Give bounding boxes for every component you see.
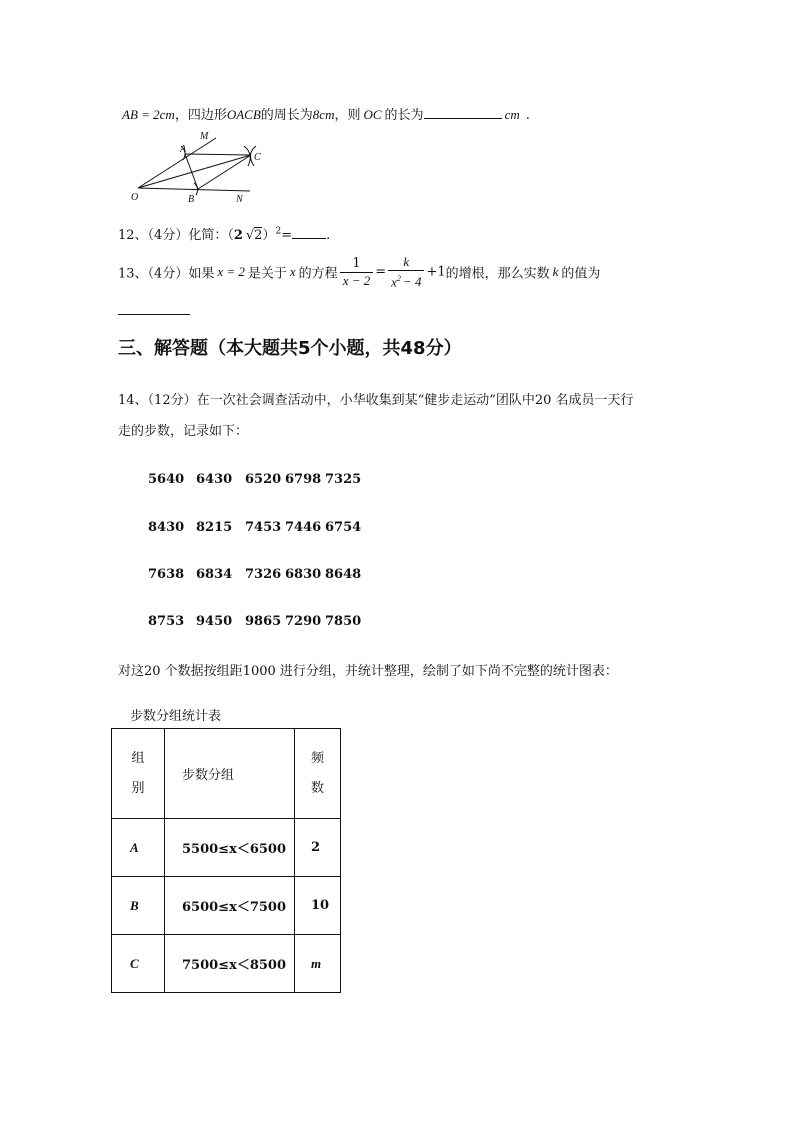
data-value: 7325	[325, 472, 362, 487]
q11-line	[122, 104, 530, 123]
q12-radicand: 2	[254, 228, 263, 243]
q13-text4: 的值为	[561, 266, 601, 282]
q12-end: .	[326, 228, 331, 243]
fraction-2	[388, 254, 424, 290]
q13-prefix: 13、（4分）如果	[118, 266, 215, 282]
q14-line-2: 走的步数，记录如下：	[118, 424, 249, 439]
data-value: 8753	[148, 614, 185, 629]
ab-equation: AB = 2cm	[122, 107, 175, 122]
q11-text3: ，则	[334, 108, 361, 123]
data-row	[148, 516, 361, 535]
q11-text4: 的长为	[384, 108, 424, 123]
segment-bc	[198, 155, 251, 189]
q13-text3: 的增根，那么实数	[445, 266, 550, 282]
label-o: O	[131, 192, 139, 203]
fraction-2-den-base: x	[391, 274, 397, 290]
data-value: 6520	[245, 472, 282, 487]
header-group-top: 组	[131, 750, 145, 766]
data-value: 5640	[148, 472, 185, 487]
q13-text1: 是关于	[247, 266, 287, 282]
header-freq-bottom: 数	[310, 780, 324, 796]
fraction-1-denominator: x − 2	[342, 272, 371, 288]
range-cell: 7500≤x＜8500	[165, 935, 295, 993]
q13-equals: =	[375, 264, 387, 280]
data-value: 6830	[285, 567, 322, 582]
data-value: 7326	[245, 567, 282, 582]
data-value: 7453	[245, 520, 282, 535]
geometry-figure	[128, 128, 288, 208]
data-value: 6834	[196, 567, 233, 582]
q12-equals: =	[281, 228, 293, 243]
table-header-row	[112, 729, 341, 819]
ray-on	[138, 188, 250, 191]
range-cell: 5500≤x＜6500	[165, 819, 295, 877]
data-value: 6754	[325, 520, 362, 535]
q13-text2: 的方程	[298, 266, 338, 282]
question-12	[118, 224, 330, 243]
freq-cell: 10	[295, 877, 341, 935]
range-cell: 6500≤x＜7500	[165, 877, 295, 935]
q11-end: .	[525, 108, 530, 123]
table-row	[112, 877, 341, 935]
q13-condition: x = 2	[217, 264, 245, 280]
label-a: A	[180, 144, 187, 155]
label-m: M	[200, 131, 209, 142]
freq-cell: m	[295, 935, 341, 993]
oc-segment: OC	[363, 107, 382, 122]
table-row	[112, 935, 341, 993]
data-value: 8430	[148, 520, 185, 535]
group-cell: A	[112, 819, 165, 877]
freq-cell: 2	[295, 819, 341, 877]
header-group-cell	[112, 729, 165, 819]
fraction-1	[340, 256, 374, 289]
q12-prefix: 12、（4分）化简：（	[118, 228, 234, 243]
perimeter-value: 8cm	[312, 107, 335, 122]
header-range-cell: 步数分组	[165, 729, 295, 819]
fraction-1-numerator: 1	[340, 256, 374, 273]
data-value: 9450	[196, 614, 233, 629]
quad-name: OACB	[226, 107, 261, 122]
label-c: C	[254, 152, 261, 163]
data-value: 7446	[285, 520, 322, 535]
section-3-title: 三、解答题（本大题共5个小题，共48分）	[118, 338, 462, 359]
table-row	[112, 819, 341, 877]
q12-answer-blank[interactable]	[292, 238, 326, 239]
answer-blank[interactable]	[424, 118, 502, 119]
header-freq-top: 频	[310, 750, 324, 766]
q13-k: k	[552, 264, 559, 280]
data-value: 6798	[285, 472, 322, 487]
q12-coefficient: 2	[233, 228, 243, 243]
fraction-2-den-exp: 2	[396, 274, 401, 283]
fraction-2-denominator	[388, 271, 424, 290]
data-row	[148, 468, 361, 487]
data-value: 7638	[148, 567, 185, 582]
unit-cm: cm	[504, 107, 520, 122]
group-cell: C	[112, 935, 165, 993]
data-value: 8215	[196, 520, 233, 535]
header-group-bottom: 别	[131, 780, 145, 796]
header-freq-cell	[295, 729, 341, 819]
sqrt-symbol: √	[245, 228, 255, 243]
arc-b	[194, 183, 198, 195]
q11-text1: ，四边形	[174, 108, 227, 123]
segment-ac	[185, 154, 251, 155]
data-row	[148, 563, 361, 582]
q11-text2: 的周长为	[260, 108, 313, 123]
data-value: 8648	[325, 567, 362, 582]
step-group-table	[111, 728, 341, 993]
q13-variable: x	[289, 264, 296, 280]
group-cell: B	[112, 877, 165, 935]
ray-om	[138, 138, 216, 188]
table-caption: 步数分组统计表	[130, 709, 222, 724]
data-value: 9865	[245, 614, 282, 629]
data-value: 6430	[196, 472, 233, 487]
q13-answer-blank[interactable]	[118, 314, 190, 315]
data-value: 7290	[285, 614, 322, 629]
fraction-2-den-rest: − 4	[402, 274, 422, 290]
grouping-description: 对这20 个数据按组距1000 进行分组，并统计整理，绘制了如下尚不完整的统计图表：	[118, 664, 618, 679]
label-n: N	[236, 194, 243, 205]
q12-exponent: 2	[275, 226, 282, 237]
q13-plus-one: +1	[426, 264, 446, 280]
fraction-2-numerator: k	[388, 254, 424, 271]
q14-line-1: 14、（12分）在一次社会调查活动中，小华收集到某“健步走运动”团队中20 名成员一天行	[118, 393, 634, 408]
data-row	[148, 610, 361, 629]
q12-suffix: ）	[262, 228, 276, 243]
data-value: 7850	[325, 614, 362, 629]
question-13	[118, 254, 600, 290]
label-b: B	[188, 194, 195, 205]
